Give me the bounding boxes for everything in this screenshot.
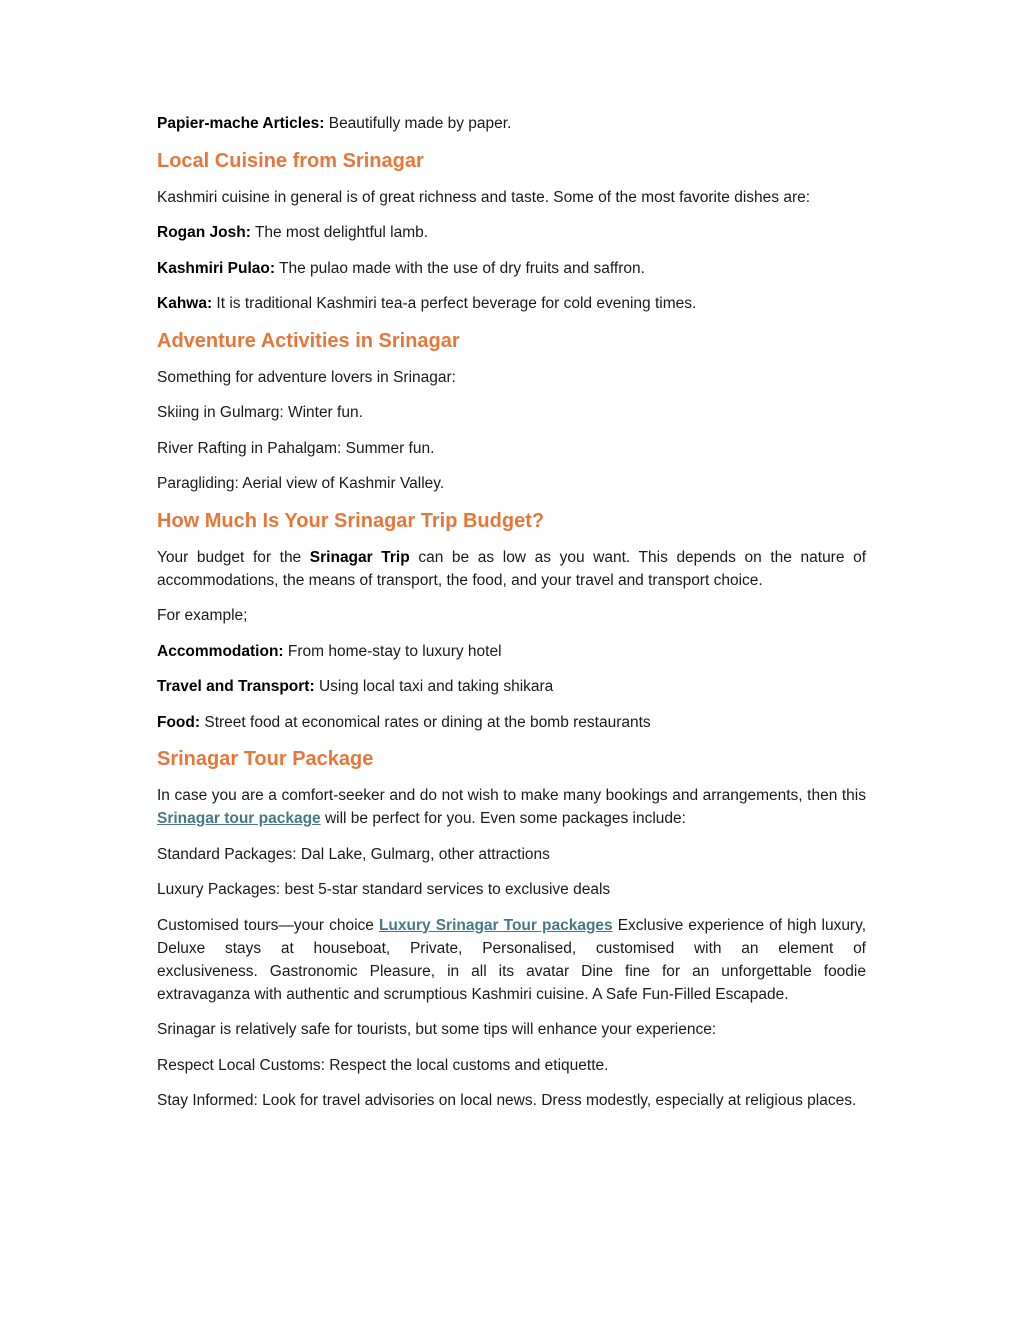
budget-item-text: Using local taxi and taking shikara <box>314 678 554 695</box>
budget-example: For example; <box>157 607 248 624</box>
budget-item-label: Travel and Transport: <box>157 678 315 695</box>
adventure-item-rafting: River Rafting in Pahalgam: Summer fun. <box>157 439 435 457</box>
budget-text-bold: Srinagar Trip <box>309 548 410 566</box>
cuisine-item-kashmiri-pulao <box>157 257 866 280</box>
cuisine-item-label: Rogan Josh: <box>157 224 251 241</box>
package-standard: Standard Packages: Dal Lake, Gulmarg, other attractions <box>157 845 550 863</box>
papier-mache-paragraph <box>157 112 866 135</box>
adventure-item-paragliding: Paragliding: Aerial view of Kashmir Valley. <box>157 475 445 492</box>
budget-item-label: Food: <box>157 713 201 731</box>
budget-item-accommodation <box>157 640 866 663</box>
srinagar-tour-package-link[interactable]: Srinagar tour package <box>157 810 321 827</box>
safety-tip-informed: Stay Informed: Look for travel advisories on local news. Dress modestly, especially at religious places. <box>157 1092 857 1109</box>
cuisine-item-text: The pulao made with the use of dry fruits and saffron. <box>275 259 645 277</box>
cuisine-item-label: Kahwa: <box>157 295 213 312</box>
budget-heading: How Much Is Your Srinagar Trip Budget? <box>157 509 545 532</box>
package-paragraph <box>157 784 866 830</box>
papier-mache-label: Papier-mache Articles: <box>157 115 325 132</box>
package-custom-post: Exclusive experience of high luxury, Deluxe stays at houseboat, Private, Personalised, customised with an element of exclusiveness. Gastronomic Pleasure, in all its avatar Dine fine for an unforgettable foodie extravaganza with authentic and scrumptious Kashmiri cuisine. A Safe Fun-Filled Escapade. <box>157 916 867 1003</box>
budget-item-food <box>157 711 866 734</box>
cuisine-item-label: Kashmiri Pulao: <box>157 259 275 277</box>
package-text-post: will be perfect for you. Even some packages include: <box>320 810 686 827</box>
package-luxury: Luxury Packages: best 5-star standard services to exclusive deals <box>157 881 611 898</box>
package-heading: Srinagar Tour Package <box>157 748 374 770</box>
safety-tip-respect: Respect Local Customs: Respect the local customs and etiquette. <box>157 1056 609 1074</box>
luxury-srinagar-tour-packages-link[interactable]: Luxury Srinagar Tour packages <box>378 916 613 934</box>
adventure-heading: Adventure Activities in Srinagar <box>157 329 460 352</box>
cuisine-item-text: It is traditional Kashmiri tea-a perfect beverage for cold evening times. <box>212 295 697 312</box>
document-page <box>157 112 866 1125</box>
budget-item-text: From home-stay to luxury hotel <box>283 642 502 660</box>
package-text-pre: In case you are a comfort-seeker and do not wish to make many bookings and arrangements, then this <box>157 787 866 804</box>
package-custom-paragraph <box>157 914 866 1006</box>
adventure-item-skiing: Skiing in Gulmarg: Winter fun. <box>157 404 363 421</box>
cuisine-item-kahwa <box>157 292 866 315</box>
papier-mache-text: Beautifully made by paper. <box>324 115 512 132</box>
budget-paragraph <box>157 546 866 592</box>
budget-text-pre: Your budget for the <box>157 548 310 566</box>
safety-intro: Srinagar is relatively safe for tourists, but some tips will enhance your experience: <box>157 1021 717 1038</box>
package-custom-pre: Customised tours—your choice <box>157 916 379 934</box>
cuisine-item-rogan-josh <box>157 221 866 244</box>
cuisine-item-text: The most delightful lamb. <box>250 224 429 241</box>
budget-item-label: Accommodation: <box>157 642 284 660</box>
budget-item-text: Street food at economical rates or dining at the bomb restaurants <box>200 713 651 731</box>
cuisine-intro: Kashmiri cuisine in general is of great richness and taste. Some of the most favorite dishes are: <box>157 188 811 206</box>
budget-text-post: can be as low as you want. This depends on the nature of accommodations, the means of transport, the food, and your travel and transport choice. <box>157 548 867 589</box>
adventure-intro: Something for adventure lovers in Srinagar: <box>157 368 456 386</box>
budget-item-transport <box>157 675 866 698</box>
cuisine-heading: Local Cuisine from Srinagar <box>157 149 424 172</box>
